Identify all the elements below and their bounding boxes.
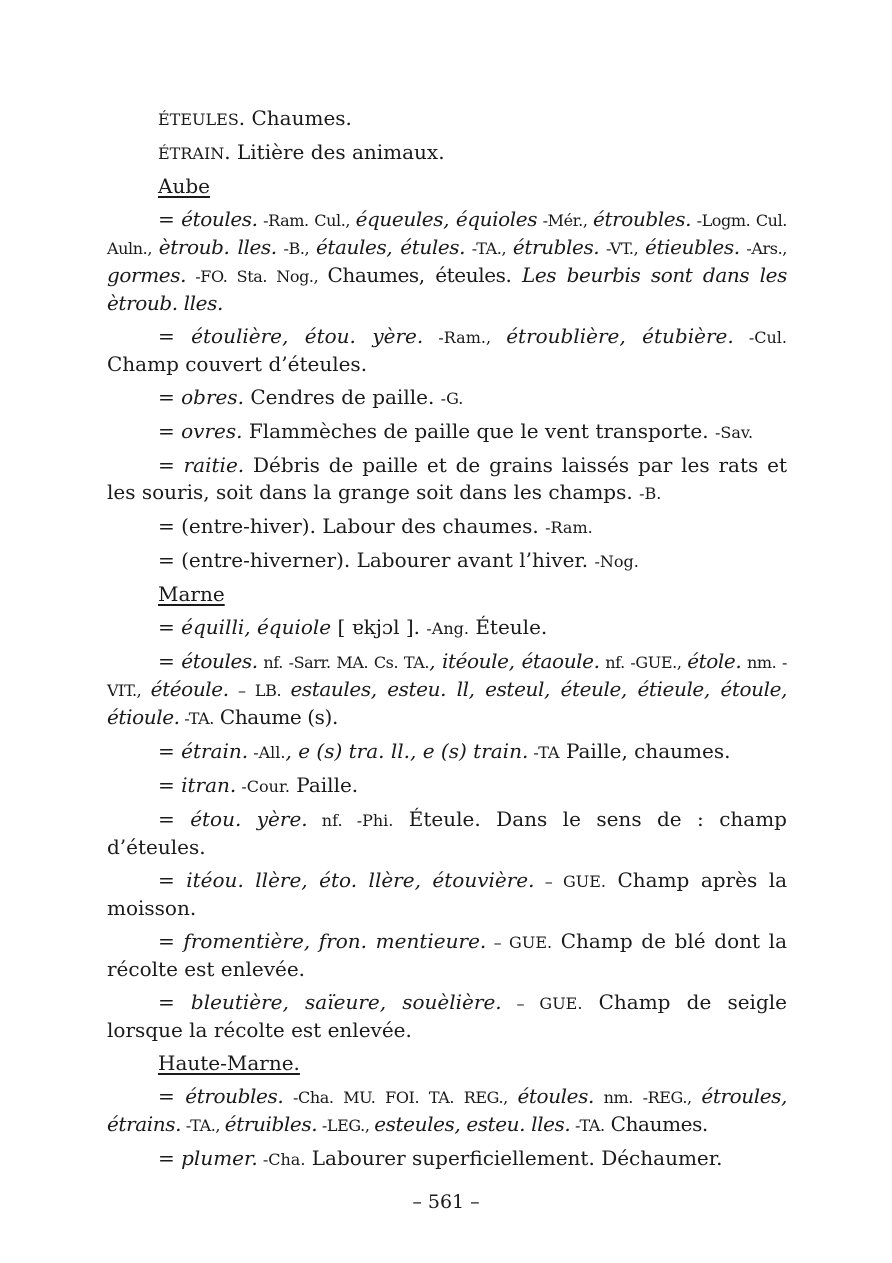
source-abbrev: -Ram., xyxy=(423,328,507,347)
region-heading xyxy=(107,581,787,608)
text-segment: . Litière des animaux. xyxy=(224,140,445,164)
source-abbrev: nf. -Sarr. MA. Cs. TA. xyxy=(257,653,430,672)
italic-term: obres. xyxy=(181,385,244,409)
text-segment: = xyxy=(158,1146,182,1170)
text-segment: = xyxy=(158,453,184,477)
dictionary-entries xyxy=(107,105,787,1173)
text-segment: Cendres de paille. xyxy=(244,385,441,409)
source-abbrev: -B., xyxy=(276,239,316,258)
entry-paragraph xyxy=(107,547,787,575)
text-segment: Chaume (s). xyxy=(213,705,338,729)
text-segment: = xyxy=(158,385,182,409)
italic-term: étrain. xyxy=(181,739,249,763)
italic-term: itran. xyxy=(181,773,237,797)
source-abbrev: -Mér., xyxy=(537,211,594,230)
text-segment: Éteule. Dans le sens de : champ d’éteules. xyxy=(107,807,787,859)
source-abbrev: -Logm. Cul. Auln., xyxy=(107,211,787,258)
text-segment: = xyxy=(158,929,184,953)
source-abbrev: -Ram. Cul., xyxy=(257,211,356,230)
source-abbrev: -TA. xyxy=(570,1116,605,1135)
source-abbrev: -B. xyxy=(639,484,662,503)
italic-term: étoules. xyxy=(181,207,258,231)
source-abbrev: -Sav. xyxy=(714,423,754,442)
entry-paragraph xyxy=(107,105,787,133)
source-abbrev: ÉTRAIN xyxy=(158,144,225,163)
italic-term: étoules. xyxy=(181,649,258,673)
italic-term: étroules, étrains. xyxy=(107,1084,787,1136)
entry-paragraph xyxy=(107,1145,787,1173)
text-segment: Champ de seigle lorsque la récolte est enlevée. xyxy=(107,990,787,1042)
source-abbrev: -Nog. xyxy=(594,552,639,571)
text-segment: = xyxy=(158,868,187,892)
italic-term: esteules, esteu. lles. xyxy=(374,1112,571,1136)
italic-term: raitie. xyxy=(183,453,245,477)
page-number: – 561 – xyxy=(412,1191,480,1213)
italic-term: itéou. llère, éto. llère, étouvière. xyxy=(186,868,535,892)
source-abbrev: -TA., xyxy=(181,1116,225,1135)
source-abbrev: -Ram. xyxy=(545,518,593,537)
italic-term: bleutière, saïeure, souèlière. xyxy=(190,990,502,1014)
text-segment: Haute-Marne. xyxy=(158,1051,300,1075)
region-heading xyxy=(107,173,787,200)
entry-paragraph xyxy=(107,772,787,800)
entry-paragraph xyxy=(107,928,787,983)
source-abbrev: -Ars., xyxy=(739,239,787,258)
source-abbrev: -Cha. MU. FOI. TA. REG., xyxy=(283,1088,518,1107)
italic-term: ètroub. lles. xyxy=(158,235,277,259)
text-segment: = xyxy=(158,207,182,231)
source-abbrev: – GUE. xyxy=(534,872,606,891)
source-abbrev: -FO. Sta. Nog., xyxy=(186,267,328,286)
text-segment: = xyxy=(158,419,182,443)
text-segment: [ ɐkjɔl ]. xyxy=(331,615,427,639)
text-segment: = xyxy=(158,324,192,348)
entry-paragraph xyxy=(107,452,787,507)
text-segment: Débris de paille et de grains laissés par les rats et les souris, soit dans la grange soit dans les champs. xyxy=(107,453,787,504)
italic-term: étaules, étules. xyxy=(315,235,466,259)
italic-term: étoulière, étou. yère. xyxy=(191,324,424,348)
source-abbrev: -Ang. xyxy=(426,619,469,638)
entry-paragraph xyxy=(107,648,787,732)
entry-paragraph xyxy=(107,614,787,642)
entry-paragraph xyxy=(107,867,787,922)
source-abbrev: -TA xyxy=(528,743,560,762)
text-segment: = xyxy=(158,1084,186,1108)
italic-term: estaules, esteu. ll, esteul, éteule, étieule, étoule, étioule. xyxy=(107,677,787,729)
entry-paragraph xyxy=(107,384,787,412)
text-segment: = xyxy=(158,990,191,1014)
source-abbrev: nm. -REG., xyxy=(593,1088,702,1107)
entry-paragraph xyxy=(107,806,787,861)
entry-paragraph xyxy=(107,513,787,541)
text-segment: = xyxy=(158,615,182,639)
italic-term: étruibles. xyxy=(224,1112,318,1136)
region-heading xyxy=(107,1050,787,1077)
source-abbrev: – GUE. xyxy=(486,933,553,952)
text-segment: Aube xyxy=(158,174,210,198)
entry-paragraph xyxy=(107,206,787,317)
source-abbrev: nm. -VIT., xyxy=(107,653,787,700)
italic-term: plumer. xyxy=(181,1146,258,1170)
text-segment: Paille. xyxy=(289,773,359,797)
entry-paragraph xyxy=(107,418,787,446)
italic-term: étroubles. xyxy=(593,207,692,231)
text-segment: Paille, chaumes. xyxy=(559,739,731,763)
italic-term: équilli, équiole xyxy=(181,615,332,639)
italic-term: , e (s) tra. ll., e (s) train. xyxy=(285,739,529,763)
entry-paragraph xyxy=(107,139,787,167)
italic-term: étéoule. xyxy=(150,677,229,701)
text-segment: Flammèches de paille que le vent transporte. xyxy=(242,419,715,443)
text-segment: Chaumes. xyxy=(604,1112,708,1136)
text-segment: . Chaumes. xyxy=(238,106,352,130)
italic-term: , itéoule, étaoule. xyxy=(429,649,600,673)
text-segment: = xyxy=(158,649,182,673)
italic-term: étou. yère. xyxy=(190,807,308,831)
entry-paragraph xyxy=(107,323,787,378)
source-abbrev: -Cour. xyxy=(236,777,290,796)
source-abbrev: -All. xyxy=(248,743,286,762)
entry-paragraph xyxy=(107,989,787,1044)
source-abbrev: ÉTEULES xyxy=(158,110,239,129)
source-abbrev: nf. -GUE., xyxy=(599,653,688,672)
entry-paragraph xyxy=(107,738,787,766)
italic-term: Les beurbis sont dans les ètroub. lles. xyxy=(107,263,787,315)
source-abbrev: -LEG., xyxy=(317,1116,375,1135)
text-segment: Champ après la moisson. xyxy=(107,868,788,920)
text-segment: Éteule. xyxy=(468,615,548,639)
text-segment: = xyxy=(158,773,182,797)
source-abbrev: -TA. xyxy=(179,709,214,728)
italic-term: équeules, équioles xyxy=(355,207,538,231)
text-segment: Labourer superficiellement. Déchaumer. xyxy=(305,1146,723,1170)
text-segment: Marne xyxy=(158,582,225,606)
italic-term: étole. xyxy=(687,649,742,673)
text-segment: = xyxy=(158,807,191,831)
source-abbrev: -VT., xyxy=(599,239,646,258)
source-abbrev: -TA., xyxy=(465,239,513,258)
italic-term: étoules. xyxy=(517,1084,594,1108)
italic-term: fromentière, fron. mentieure. xyxy=(183,929,487,953)
text-segment: Champ couvert d’éteules. xyxy=(107,352,368,376)
source-abbrev: – GUE. xyxy=(501,994,583,1013)
source-abbrev: -Cul. xyxy=(733,328,787,347)
italic-term: ovres. xyxy=(181,419,243,443)
italic-term: étroublière, étubière. xyxy=(506,324,734,348)
text-segment: = (entre-hiverner). Labourer avant l’hiver. xyxy=(158,548,595,572)
entry-paragraph xyxy=(107,1083,787,1139)
document-page xyxy=(107,105,787,1179)
italic-term: étieubles. xyxy=(645,235,740,259)
text-segment: = xyxy=(158,739,182,763)
source-abbrev: -Cha. xyxy=(257,1150,306,1169)
italic-term: gormes. xyxy=(107,263,187,287)
italic-term: étrubles. xyxy=(512,235,600,259)
text-segment: Champ de blé dont la récolte est enlevée. xyxy=(107,929,788,981)
source-abbrev: nf. -Phi. xyxy=(307,811,394,830)
italic-term: étroubles. xyxy=(185,1084,284,1108)
text-segment: = (entre-hiver). Labour des chaumes. xyxy=(158,514,546,538)
source-abbrev: -G. xyxy=(440,389,464,408)
text-segment: Chaumes, éteules. xyxy=(327,263,522,287)
source-abbrev: – LB. xyxy=(228,681,291,700)
